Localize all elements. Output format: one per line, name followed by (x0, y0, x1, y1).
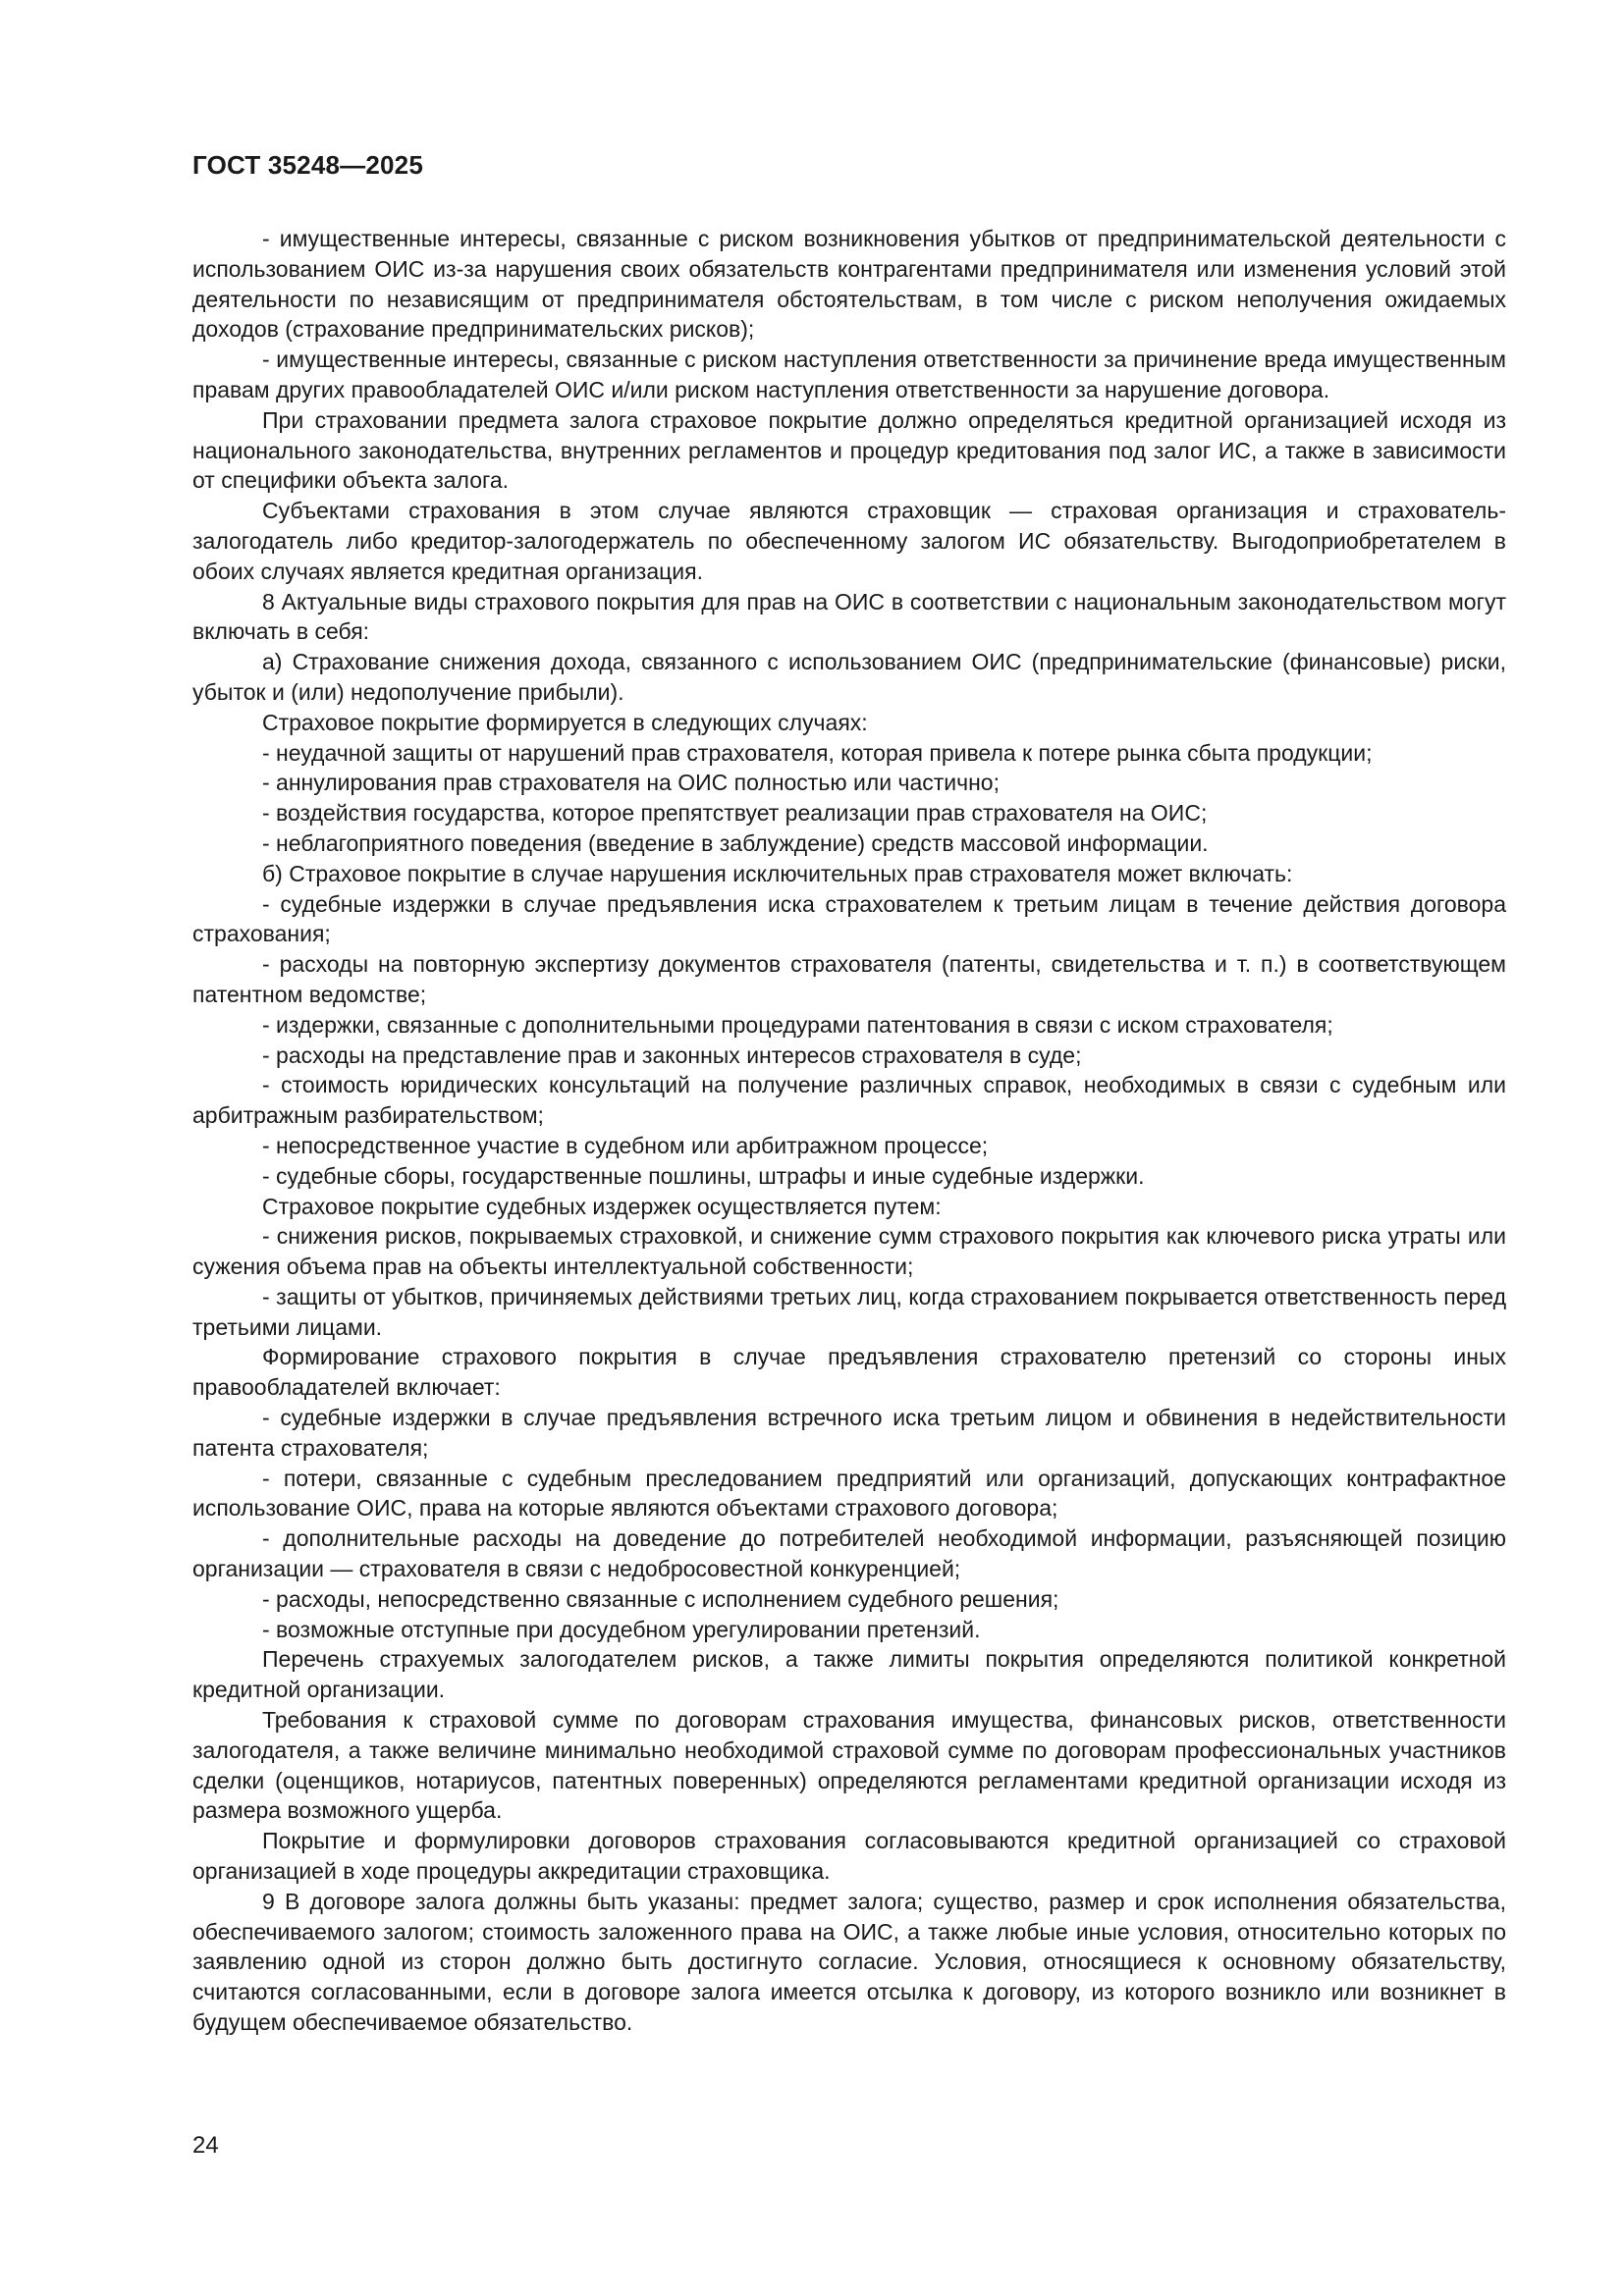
paragraph: - возможные отступные при досудебном урегулировании претензий. (262, 1616, 981, 1642)
page-number: 24 (192, 2132, 219, 2159)
paragraph: Требования к страховой сумме по договорам страхования имущества, финансовых рисков, ответственности залогодателя, а также величине минимально необходимой страховой сумме по договорам профессиональных участников сделки (оценщиков, нотариусов, патентных поверенных) определяются регламентами кредитной организации исходя из размера возможного ущерба. (192, 1707, 1506, 1824)
paragraph: а) Страхование снижения дохода, связанного с использованием ОИС (предпринимательские (финансовые) риски, убыток и (или) недополучение прибыли). (192, 649, 1506, 705)
paragraph: - судебные сборы, государственные пошлины, штрафы и иные судебные издержки. (262, 1162, 1145, 1189)
paragraph: - судебные издержки в случае предъявления встречного иска третьим лицом и обвинения в недействительности патента страхователя; (192, 1405, 1506, 1461)
paragraph: - судебные издержки в случае предъявления иска страхователем к третьим лицам в течение действия договора страхования; (192, 890, 1506, 947)
paragraph: Покрытие и формулировки договоров страхования согласовываются кредитной организацией со страховой организацией в ходе процедуры аккредитации страховщика. (192, 1828, 1506, 1885)
paragraph: - неудачной защиты от нарушений прав страхователя, которая привела к потере рынка сбыта продукции; (262, 739, 1373, 766)
paragraph: - непосредственное участие в судебном или арбитражном процессе; (262, 1132, 989, 1158)
document-body (192, 224, 1506, 2038)
paragraph: Страховое покрытие судебных издержек осуществляется путем: (262, 1193, 942, 1219)
paragraph: - расходы на повторную экспертизу документов страхователя (патенты, свидетельства и т. п.) в соответствующем патентном ведомстве; (192, 951, 1506, 1007)
paragraph: - дополнительные расходы на доведение до потребителей необходимой информации, разъясняющей позицию организации — страхователя в связи с недобросовестной конкуренцией; (192, 1525, 1506, 1582)
paragraph: - аннулирования прав страхователя на ОИС полностью или частично; (262, 770, 1000, 796)
paragraph: При страховании предмета залога страховое покрытие должно определяться кредитной организацией исходя из национального законодательства, внутренних регламентов и процедур кредитования под залог ИС, а также в зависимости от специфики объекта залога. (192, 406, 1506, 494)
paragraph: - имущественные интересы, связанные с риском наступления ответственности за причинение вреда имущественным правам других правообладателей ОИС и/или риском наступления ответственности за нарушение договора. (192, 347, 1506, 402)
paragraph: 9 В договоре залога должны быть указаны: предмет залога; существо, размер и срок исполнения обязательства, обеспечиваемого залогом; стоимость заложенного права на ОИС, а также любые иные условия, относительно которых по заявлению одной из сторон должно быть достигнуто согласие. Условия, относящиеся к основному обязательству, считаются согласованными, если в договоре залога имеется отсылка к договору, из которого возникло или возникнет в будущем обеспечиваемое обязательство. (192, 1888, 1506, 2036)
paragraph: - имущественные интересы, связанные с риском возникновения убытков от предпринимательской деятельности с использованием ОИС из-за нарушения своих обязательств контрагентами предпринимателя или изменения условий этой деятельности по независящим от предпринимателя обстоятельствам, в том числе с риском неполучения ожидаемых доходов (страхование предпринимательских рисков); (192, 226, 1506, 343)
paragraph: - защиты от убытков, причиняемых действиями третьих лиц, когда страхованием покрывается ответственность перед третьими лицами. (192, 1283, 1506, 1340)
paragraph: - стоимость юридических консультаций на получение различных справок, необходимых в связи с судебным или арбитражным разбирательством; (192, 1072, 1506, 1129)
paragraph: - воздействия государства, которое препятствует реализации прав страхователя на ОИС; (262, 800, 1208, 827)
paragraph: - издержки, связанные с дополнительными процедурами патентования в связи с иском страхователя; (262, 1011, 1333, 1038)
paragraph: - снижения рисков, покрываемых страховкой, и снижение сумм страхового покрытия как ключевого риска утраты или сужения объема прав на объекты интеллектуальной собственности; (192, 1223, 1506, 1280)
paragraph: Субъектами страхования в этом случае являются страховщик — страховая организация и страхователь-залогодатель либо кредитор-залогодержатель по обеспеченному залогом ИС обязательству. Выгодоприобретателем в обоих случаях является кредитная организация. (192, 498, 1506, 584)
paragraph: Страховое покрытие формируется в следующих случаях: (262, 709, 868, 735)
paragraph: - расходы, непосредственно связанные с исполнением судебного решения; (262, 1585, 1059, 1612)
paragraph: - неблагоприятного поведения (введение в заблуждение) средств массовой информации. (262, 829, 1209, 856)
paragraph: Перечень страхуемых залогодателем рисков, а также лимиты покрытия определяются политикой конкретной кредитной организации. (192, 1646, 1506, 1703)
paragraph: Формирование страхового покрытия в случае предъявления страхователю претензий со стороны иных правообладателей включает: (192, 1344, 1506, 1401)
paragraph: - расходы на представление прав и законных интересов страхователя в суде; (262, 1041, 1082, 1068)
paragraph: - потери, связанные с судебным преследованием предприятий или организаций, допускающих контрафактное использование ОИС, права на которые являются объектами страхового договора; (192, 1465, 1506, 1522)
paragraph: б) Страховое покрытие в случае нарушения исключительных прав страхователя может включать: (262, 860, 1293, 886)
document-header: ГОСТ 35248—2025 (192, 150, 423, 180)
paragraph: 8 Актуальные виды страхового покрытия для прав на ОИС в соответствии с национальным законодательством могут включать в себя: (192, 588, 1506, 645)
